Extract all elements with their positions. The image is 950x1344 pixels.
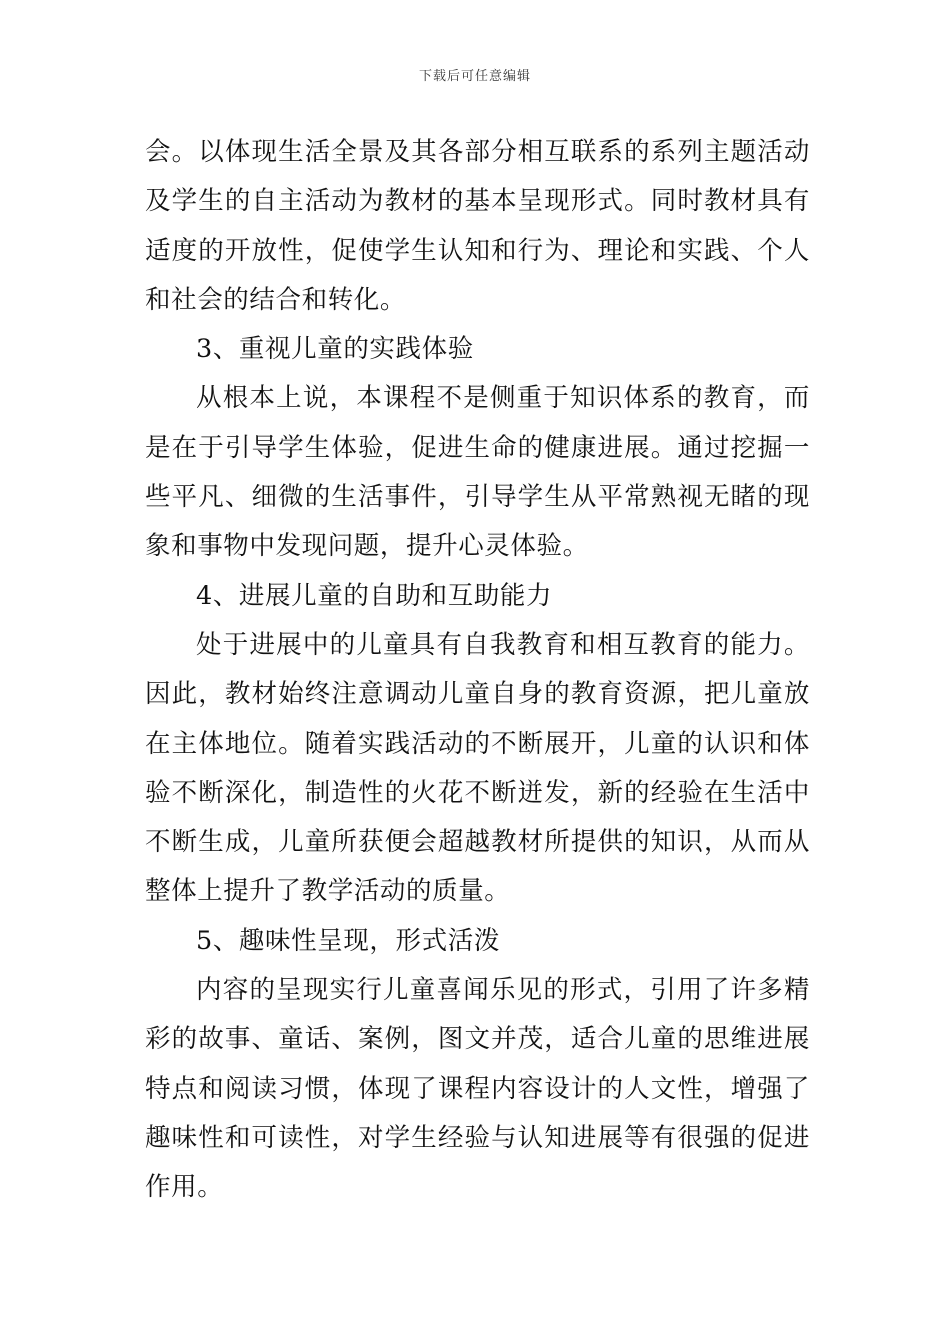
section-heading-self-help: 4、进展儿童的自助和互助能力 xyxy=(196,580,553,611)
paragraph-continued-intro: 会。以体现生活全景及其各部分相互联系的系列主题活动及学生的自主活动为教材的基本呈现形式。同时教材具有适度的开放性，促使学生认知和行为、理论和实践、个人和社会的结合和转化。 xyxy=(145,137,810,315)
page-header: 下载后可任意编辑 xyxy=(418,69,531,84)
document-body xyxy=(145,128,810,1213)
section-heading-practice-experience: 3、重视儿童的实践体验 xyxy=(196,334,474,365)
paragraph-self-help: 处于进展中的儿童具有自我教育和相互教育的能力。因此，教材始终注意调动儿童自身的教育资源，把儿童放在主体地位。随着实践活动的不断展开，儿童的认识和体验不断深化，制造性的火花不断迸发，新的经验在生活中不断生成，儿童所获便会超越教材所提供的知识，从而从整体上提升了教学活动的质量。 xyxy=(145,629,810,907)
paragraph-interesting-presentation: 内容的呈现实行儿童喜闻乐见的形式，引用了许多精彩的故事、童话、案例，图文并茂，适合儿童的思维进展特点和阅读习惯，体现了课程内容设计的人文性，增强了趣味性和可读性，对学生经验与认知进展等有很强的促进作用。 xyxy=(145,975,810,1203)
paragraph-practice-experience: 从根本上说，本课程不是侧重于知识体系的教育，而是在于引导学生体验，促进生命的健康进展。通过挖掘一些平凡、细微的生活事件，引导学生从平常熟视无睹的现象和事物中发现问题，提升心灵体验。 xyxy=(145,383,810,562)
section-heading-interesting-presentation: 5、趣味性呈现，形式活泼 xyxy=(196,925,500,956)
